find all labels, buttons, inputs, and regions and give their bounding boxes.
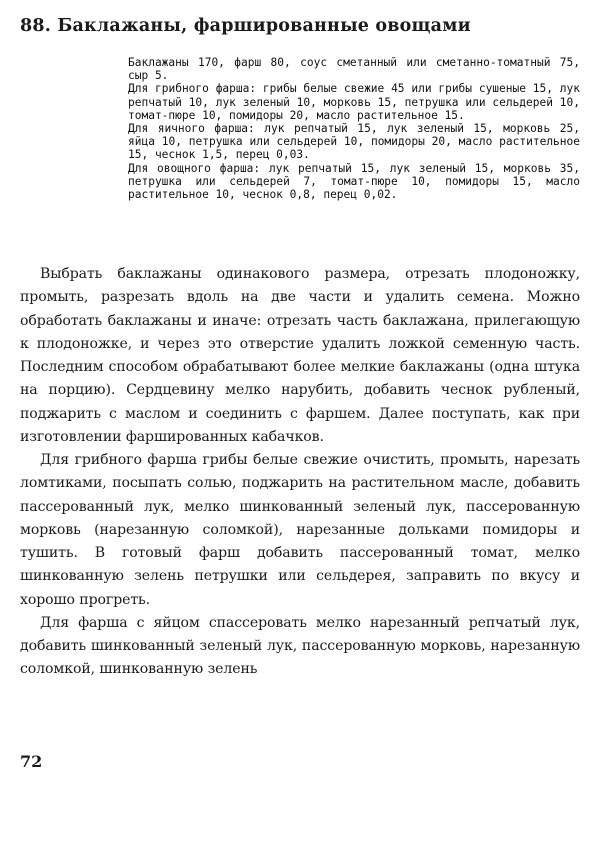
- instruction-paragraph: Для фарша с яйцом спассеровать мелко нарезанный репчатый лук, добавить шинкованный зеленый лук, пассерованную морковь, нарезанную соломкой, шинкованную зелень: [20, 614, 580, 678]
- page-number: 72: [20, 752, 43, 771]
- ingredients-mushroom-filling: Для грибного фарша: грибы белые свежие 45 или грибы сушеные 15, лук репчатый 10, лук зеленый 10, морковь 15, петрушка или сельдерей 10, томат-пюре 10, помидоры 20, масло растительное 15.: [128, 82, 580, 122]
- ingredients-vegetable-filling: Для овощного фарша: лук репчатый 15, лук зеленый 15, морковь 35, петрушка или сельдерей 7, томат-пюре 10, помидоры 15, масло растительное 10, чеснок 0,8, перец 0,02.: [128, 161, 580, 202]
- instruction-paragraph: Выбрать баклажаны одинакового размера, отрезать плодоножку, промыть, разрезать вдоль на две части и удалить семена. Можно обработать баклажаны и иначе: отрезать часть баклажана, прилегающую к плодоножке, и через это отверстие удалить ложкой семенную часть. Последним способом обрабатывают более мелкие баклажаны (одна штука на порцию). Сердцевину мелко нарубить, добавить чеснок рубленый, поджарить с маслом и соединить с фаршем. Далее поступать, как при изготовлении фаршированных кабачков.: [20, 266, 580, 445]
- recipe-instructions: [20, 263, 580, 682]
- ingredients-egg-filling: Для яичного фарша: лук репчатый 15, лук зеленый 15, морковь 25, яйца 10, петрушка или сельдерей 10, помидоры 20, масло растительное 15, чеснок 1,5, перец 0,03.: [128, 122, 580, 162]
- instruction-paragraph: Для грибного фарша грибы белые свежие очистить, промыть, нарезать ломтиками, посыпать солью, поджарить на растительном масле, добавить пассерованный лук, мелко шинкованный зеленый лук, пассерованную морковь (нарезанную соломкой), нарезанные дольками помидоры и тушить. В готовый фарш добавить пассерованный томат, мелко шинкованную зелень петрушки или сельдерея, заправить по вкусу и хорошо прогреть.: [20, 452, 580, 608]
- ingredients-block: [128, 56, 580, 201]
- ingredients-main: Баклажаны 170, фарш 80, соус сметанный или сметанно-томатный 75, сыр 5.: [128, 56, 580, 83]
- recipe-title: 88. Баклажаны, фаршированные овощами: [20, 16, 471, 36]
